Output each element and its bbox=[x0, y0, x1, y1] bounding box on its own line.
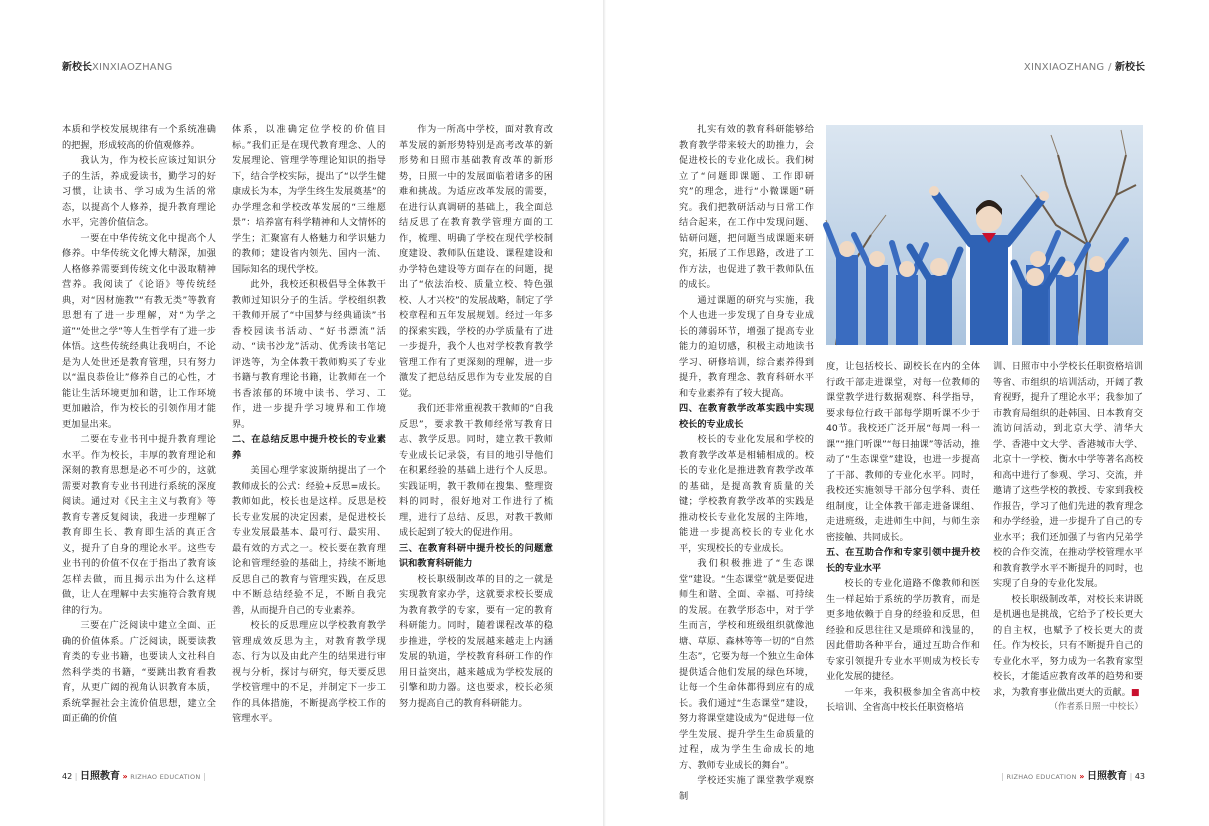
column-right-1 bbox=[679, 122, 814, 802]
paragraph: 校长的反思理应以学校教育教学管理成效反思为主，对教育教学现态、行为以及由此产生的结果进行审视与分析，探讨与研究，每天要反思学校管理中的不足，并制定下一步工作的具体措施，不断提高学校工作的管理水平。 bbox=[232, 620, 386, 724]
header-left bbox=[62, 58, 172, 73]
page-number-left: 42 bbox=[62, 772, 73, 781]
paragraph: 度，让包括校长、副校长在内的全体行政干部走进课堂，对每一位教师的课堂教学进行数据观察、科学指导，要求每位行政干部每学期听课不少于40节。我校还广泛开展“每周一科一课”“推门听课”“每日抽课”等活动，推动了“生态课堂”建设，也进一步提高了干部、教师的专业化水平。同时，我校还实施领导干部分包学科、责任组制度，让全体教干部走进备课组、走进班级，走进师生中间，与师生亲密接触、共同成长。 bbox=[826, 361, 980, 543]
paragraph: 训、日照市中小学校长任职资格培训等省、市组织的培训活动，开阔了教育视野，提升了理论水平；我参加了市教育局组织的赴韩国、日本教育交流访问活动，到北京大学、清华大学、香港中文大学、香港城市大学、北京十一学校、衡水中学等著名高校和高中进行了参观、学习、交流，并邀请了这些学校的教授、专家到我校作报告，学习了他们先进的教育理念和办学经验，进一步提升了自己的专业水平；我们还加强了与省内兄弟学校的合作交流，在推动学校管理水平和教育教学水平不断提升的同时，也实现了自身的专业化发展。 bbox=[993, 361, 1143, 589]
arrows-left-icon: » bbox=[122, 772, 128, 781]
header-right-cn: 新校长 bbox=[1115, 62, 1145, 73]
paragraph: 校长职级制改革的目的之一就是实现教育家办学，这就要求校长要成为教育教学的专家，要有一定的教育科研能力。同时，随着课程改革的稳步推进，学校的发展越来越走上内涵发展的轨道，学校教育科研工作的作用日益突出，越来越成为学校发展的引擎和助力器。这也要求，校长必须努力提高自己的教育科研能力。 bbox=[399, 573, 553, 709]
paragraph: 校长的专业化道路不像教师和医生一样起始于系统的学历教育，而是更多地依赖于自身的经验和反思，但经验和反思往往又是琐碎和浅显的，因此借助各种平台，通过互助合作和专家引领提升专业水平则成为校长专业化发展的捷径。 bbox=[826, 578, 980, 682]
paragraph: 校长的专业化发展和学校的教育教学改革是相辅相成的。校长的专业化是推进教育教学改革的基础，是提高教育质量的关键；学校教育教学改革的实践是推动校长专业化发展的主阵地，能进一步提高校长的专业化水平，实现校长的专业成长。 bbox=[679, 434, 814, 554]
paragraph: 一要在中华传统文化中提高个人修养。中华传统文化博大精深，加强人格修养需要到传统文化中汲取精神营养。我阅读了《论语》等传统经典，对“因材施教”“有教无类”等教育思想有了进一步理解，对“为学之道”“处世之学”等人生哲学有了进一步体悟。这些传统经典让我明白，不论是为人处世还是教育管理，只有努力以“温良恭俭让”修养自己的心性，才能让生活环境更加和谐，让工作环境更加融洽，作为校长的引领作用才能更加显出来。 bbox=[62, 232, 216, 430]
paragraph: 我们积极推进了“生态课堂”建设。“生态课堂”就是要促进师生和谐、全面、幸福、可持续的发展。在教学形态中，对于学生而言，学校和班级组织就像池塘、草原、森林等等一切的“自然生态”，它要为每一个独立生命体提供适合他们发展的绿色环境，让每一个生命体都得到应有的成长。我们通过“生态课堂”建设，努力将课堂建设成为“促进每一位学生发展、提升学生生命质量的过程，成为学生生命成长的地方、教师专业成长的舞台”。 bbox=[679, 558, 814, 771]
students-photo bbox=[826, 125, 1143, 345]
section-heading: 三、在教育科研中提升校长的问题意识和教育科研能力 bbox=[399, 542, 553, 569]
author-signature: （作者系日照一中校长） bbox=[1049, 702, 1143, 712]
paragraph: 通过课题的研究与实施，我个人也进一步发现了自身专业成长的薄弱环节，增强了提高专业能力的迫切感，积极主动地读书学习、研修培训，综合素养得到提升，教育理念、教育科研水平和专业素养有了较大提高。 bbox=[679, 294, 814, 399]
paragraph: 美国心理学家波斯纳提出了一个教师成长的公式：经验+反思=成长。教师如此，校长也是这样。反思是校长专业发展的决定因素，是促进校长专业发展最基本、最可行、最实用、最有效的方式之一。校长要在教育理论和管理经验的基础上，持续不断地反思自己的教育与管理实践，在反思中不断总结经验不足，不断自我完善，从而提升自己的专业素养。 bbox=[232, 465, 386, 616]
column-left-3 bbox=[399, 122, 553, 754]
paragraph: 学校还实施了课堂教学观察制 bbox=[679, 775, 814, 802]
footer-left: 42 | 日照教育 » RIZHAO EDUCATION | bbox=[62, 771, 206, 782]
paragraph: 本质和学校发展规律有一个系统准确的把握，形成较高的价值观修养。 bbox=[62, 124, 216, 151]
paragraph: 一年来，我积极参加全省高中校长培训、全省高中校长任职资格培 bbox=[826, 686, 980, 713]
paragraph: 作为一所高中学校，面对教育改革发展的新形势特别是高考改革的新形势和日照市基础教育改革的新形势，日照一中的发展面临着诸多的困难和挑战。为适应改革发展的需要，在进行认真调研的基础上，我全面总结反思了在教育教学管理方面的工作，梳理、明确了学校在现代学校制度建设、教师队伍建设、课程建设和办学特色建设等方面存在的问题，提出了“依法治校、质量立校、特色强校、人才兴校”的发展战略，制定了学校章程和五年发展规划。经过一年多的探索实践，学校的办学质量有了进一步提升，我个人也对学校教育教学管理工作有了更深刻的理解，进一步激发了把总结反思作为专业发展的自觉。 bbox=[399, 124, 553, 399]
school-photo-students-raising-arms-icon bbox=[826, 125, 1143, 345]
masthead-right: 日照教育 bbox=[1087, 771, 1128, 782]
paragraph: 校长职级制改革，对校长来讲既是机遇也是挑战，它给予了校长更大的自主权，也赋予了校长更大的责任。作为校长，只有不断提升自己的专业化水平，努力成为一名教育家型校长，才能适应教育改革的趋势和要求，为教育事业做出更大的贡献。■ bbox=[993, 593, 1143, 698]
column-right-2 bbox=[826, 359, 980, 754]
column-right-3 bbox=[993, 359, 1143, 754]
edition-left: RIZHAO EDUCATION bbox=[130, 773, 201, 781]
header-right-en: XINXIAOZHANG bbox=[1023, 62, 1105, 73]
masthead-left: 日照教育 bbox=[79, 771, 120, 782]
section-heading: 五、在互助合作和专家引领中提升校长的专业水平 bbox=[826, 547, 980, 574]
footer-right: | RIZHAO EDUCATION » 日照教育 | 43 bbox=[1001, 771, 1145, 782]
paragraph: 体系，以准确定位学校的价值目标。”我们正是在现代教育理念、人的发展理论、管理学等理论知识的指导下，结合学校实际，提出了“以学生健康成长为本，为学生终生发展奠基”的办学理念和学校改革发展的“三维愿景”：培养富有科学精神和人文情怀的学生；汇聚富有人格魅力和学识魅力的教师；建设省内领先、国内一流、国际知名的现代学校。 bbox=[232, 124, 386, 275]
section-heading: 二、在总结反思中提升校长的专业素养 bbox=[232, 434, 386, 461]
section-heading: 四、在教育教学改革实践中实现校长的专业成长 bbox=[679, 403, 814, 430]
edition-right: RIZHAO EDUCATION bbox=[1006, 773, 1077, 781]
paragraph: 扎实有效的教育科研能够给教育教学带来较大的助推力，会促进校长的专业化成长。我们树立了“问题即课题、工作即研究”的理念，进行“小微课题”研究。我们把教研活动与日常工作结合起来，在工作中发现问题、钻研问题，把问题当成课题来研究，拓展了工作思路，改进了工作方法，也促进了教干教师队伍的成长。 bbox=[679, 124, 814, 290]
page-number-right: 43 bbox=[1134, 772, 1145, 781]
header-left-en: XINXIAOZHANG bbox=[92, 62, 173, 73]
arrows-right-icon: » bbox=[1079, 772, 1085, 781]
page-gutter bbox=[603, 0, 606, 826]
end-mark-icon: ■ bbox=[1130, 686, 1140, 698]
paragraph: 我认为，作为校长应该过知识分子的生活，养成爱读书，勤学习的好习惯，让读书、学习成为生活的常态，以提高个人修养，提升教育理论水平，完善价值信念。 bbox=[62, 155, 216, 228]
paragraph: 二要在专业书刊中提升教育理论水平。作为校长，丰厚的教育理论和深刻的教育思想是必不可少的，这就需要对教育专业书刊进行系统的深度阅读。通过对《民主主义与教育》等教育专著反复阅读，我进一步理解了教育即生长、教育即生活的真正含义，提升了自身的理论水平。这些专业书刊的价值不仅在于指出了教育该怎样去做，而且揭示出为什么这样做，让人在理解中去实施符合教育规律的行为。 bbox=[62, 434, 216, 616]
paragraph: 三要在广泛阅读中建立全面、正确的价值体系。广泛阅读，既要读教育类的专业书籍，也要读人文社科自然科学类的书籍，“要跳出教育看教育，从更广阔的视角认识教育本质，系统掌握社会主流价值思想，建立全面正确的价值 bbox=[62, 620, 216, 724]
column-left-1 bbox=[62, 122, 216, 754]
header-left-cn: 新校长 bbox=[62, 62, 92, 73]
paragraph: 此外，我校还积极倡导全体教干教师过知识分子的生活。学校组织教干教师开展了“中国梦与经典诵读”书香校园读书活动、“好书漂流”活动、“读书沙龙”活动、优秀读书笔记评选等，为全体教干教师购买了专业书籍与教育理论书籍，让教师在一个书香浓郁的环境中读书、学习、工作，进一步提升学习境界和工作境界。 bbox=[232, 279, 386, 430]
paragraph: 我们还非常重视教干教师的“自我反思”，要求教干教师经常写教育日志、教学反思。同时，建立教干教师专业成长记录袋，有目的地引导他们在积累经验的基础上进行个人反思。实践证明，教干教师在搜集、整理资料的同时，很好地对工作进行了梳理，进行了总结、反思，对教干教师成长起到了较大的促进作用。 bbox=[399, 403, 553, 538]
column-left-2 bbox=[232, 122, 386, 754]
header-right: XINXIAOZHANG / 新校长 bbox=[1023, 62, 1145, 73]
